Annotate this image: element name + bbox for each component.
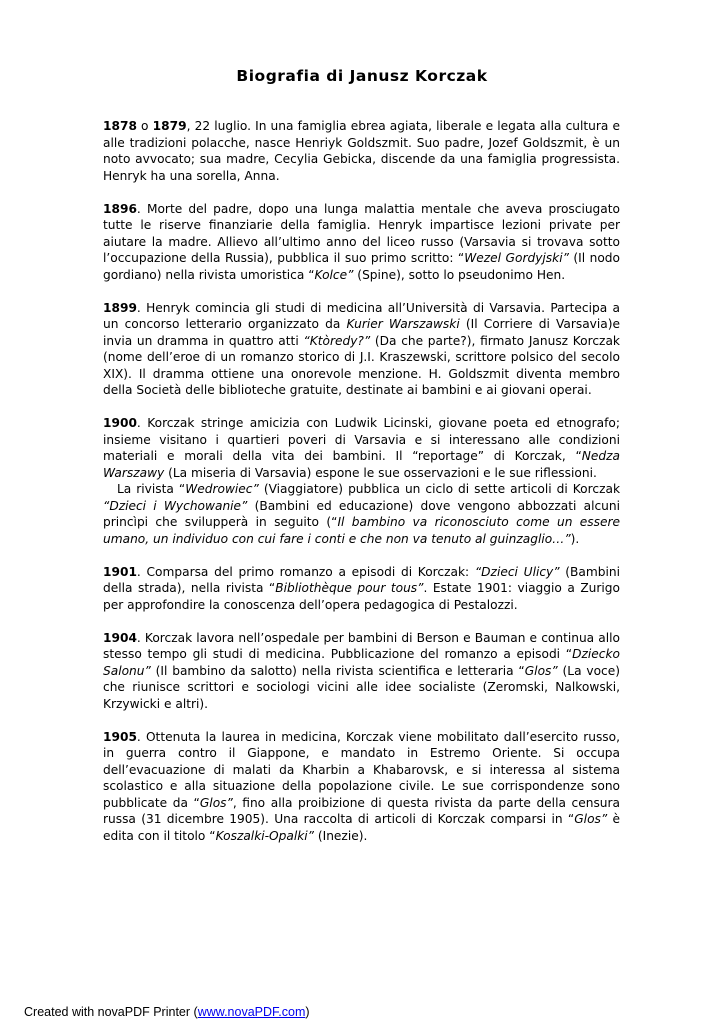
italic-title: Glos”: [199, 795, 233, 810]
document-body: [103, 118, 620, 861]
text-segment: . Morte del padre, dopo una lunga malattia mentale che aveva prosciugato tutte le riserve finanziarie della famiglia. Henryk impartisce lezioni private per aiutare la madre. Allievo all’ultimo anno del liceo russo (Varsavia si trovava sotto l’occupazione della Russia), pubblica il suo primo scritto: “: [103, 201, 620, 265]
paragraph-p1904: [103, 630, 620, 713]
italic-title: Glos”: [574, 812, 608, 826]
italic-title: Il bambino va riconosciuto come un essere umano, un individuo con cui fare i conti e che non va tenuto al guinzaglio…”: [103, 515, 620, 546]
italic-title: Kolce”: [314, 267, 354, 282]
italic-title: Nedza Warszawy: [103, 449, 620, 480]
paragraph-p1896: [103, 201, 620, 284]
footer-link[interactable]: www.novaPDF.com: [197, 1005, 306, 1019]
document-title: Biografia di Janusz Korczak: [236, 67, 488, 85]
paragraph-p1878: [103, 118, 620, 184]
text-segment: . Estate 1901: viaggio a Zurigo per approfondire la conoscenza dell’opera pedagogica di Pestalozzi.: [103, 581, 620, 612]
text-segment: ).: [570, 531, 580, 546]
paragraph-p1900a: [103, 415, 620, 481]
text-segment: (Da che parte?), firmato Janusz Korczak (nome dell’eroe di un romanzo storico di J.I. Kraszewski, scrittore polsico del secolo XIX). Il dramma ottiene una onorevole menzione. H. Goldszmit diventa membro della Società delle biblioteche gratuite, destinate ai bambini e ai giovani operai.: [103, 333, 620, 397]
italic-title: Glos”: [524, 663, 558, 678]
text-segment: , 22 luglio. In una famiglia ebrea agiata, liberale e legata alla cultura e alle tradizioni polacche, nasce Henriyk Goldszmit. Suo padre, Jozef Goldszmit, è un noto avvocato; sua madre, Cecylia Gebicka, discende da una famiglia progressista. Henryk ha una sorella, Anna.: [103, 119, 620, 183]
text-segment: La rivista “: [117, 482, 186, 496]
text-segment: (Viaggiatore) pubblica un ciclo di sette articoli di Korczak: [258, 482, 620, 496]
paragraph-p1899: [103, 300, 620, 399]
year-label: 1901: [103, 564, 137, 579]
paragraph-p1900b: [103, 481, 620, 547]
year-label: 1905: [103, 729, 137, 744]
year-label: 1904: [103, 630, 137, 645]
text-segment: (Spine), sotto lo pseudonimo Hen.: [353, 267, 566, 282]
text-segment: . Henryk comincia gli studi di medicina all’Università di Varsavia. Partecipa a un concorso letterario organizzato da: [103, 300, 620, 331]
italic-title: Dziecko Salonu”: [103, 647, 620, 678]
text-segment: (Inezie).: [313, 828, 368, 843]
text-segment: . Korczak lavora nell’ospedale per bambini di Berson e Bauman e continua allo stesso tempo gli studi di medicina. Pubblicazione del romanzo a episodi “: [103, 630, 620, 661]
text-segment: (Bambini della strada), nella rivista “: [103, 564, 620, 595]
text-segment: (Il nodo gordiano) nella rivista umoristica “: [103, 251, 620, 282]
italic-title: Wedrowiec”: [185, 482, 259, 496]
year-label: 1896: [103, 201, 137, 216]
italic-title: Bibliothèque pour tous”: [275, 581, 424, 595]
italic-title: Koszalki-Opalki”: [215, 828, 314, 843]
footer-prefix: Created with novaPDF Printer (: [24, 1005, 198, 1019]
italic-title: “Dzieci i Wychowanie”: [103, 498, 248, 513]
italic-title: Wezel Gordyjski”: [464, 251, 569, 265]
italic-title: Kurier Warszawski: [346, 317, 460, 331]
year-label: 1878: [103, 119, 137, 133]
text-segment: , fino alla proibizione di questa rivista da parte della censura russa (31 dicembre 1905). Una raccolta di articoli di Korczak comparsi in “: [103, 795, 620, 826]
pdf-footer: [24, 1005, 310, 1019]
text-segment: o: [136, 119, 153, 133]
paragraph-p1905: [103, 729, 620, 845]
paragraph-p1901: [103, 564, 620, 614]
text-segment: . Ottenuta la laurea in medicina, Korczak viene mobilitato dall’esercito russo, in guerra contro il Giappone, e mandato in Estremo Oriente. Si occupa dell’evacuazione di malati da Kharbin a Khabarovsk, e si interessa al sistema scolastico e alla situazione della popolazione civile. Le sue corrispondenze sono pubblicate da “: [103, 729, 620, 810]
text-segment: (Il bambino da salotto) nella rivista scientifica e letteraria “: [150, 663, 525, 678]
italic-title: “Ktòredy?”: [303, 333, 371, 348]
footer-suffix: ): [305, 1005, 310, 1019]
year-label: 1899: [103, 300, 137, 315]
text-segment: (La miseria di Varsavia) espone le sue osservazioni e le sue riflessioni.: [164, 465, 597, 480]
year-label: 1879: [152, 119, 187, 133]
text-segment: . Korczak stringe amicizia con Ludwik Licinski, giovane poeta ed etnografo; insieme visitano i quartieri poveri di Varsavia e si interessano alle condizioni materiali e morali della vita dei bambini. Il “reportage” di Korczak, “: [103, 416, 620, 463]
text-segment: (Il Corriere di Varsavia)e invia un dramma in quattro atti: [103, 317, 620, 348]
italic-title: “Dzieci Ulicy”: [474, 564, 560, 579]
year-label: 1900: [103, 416, 137, 430]
text-segment: (La voce) che riunisce scrittori e sociologi vicini alle idee socialiste (Zeromski, Nalkowski, Krzywicki e altri).: [103, 663, 620, 711]
text-segment: è edita con il titolo “: [103, 812, 620, 843]
text-segment: (Bambini ed educazione) dove vengono abbozzati alcuni princìpi che svilupperà in seguito (“: [103, 498, 620, 529]
text-segment: . Comparsa del primo romanzo a episodi di Korczak:: [136, 564, 475, 579]
